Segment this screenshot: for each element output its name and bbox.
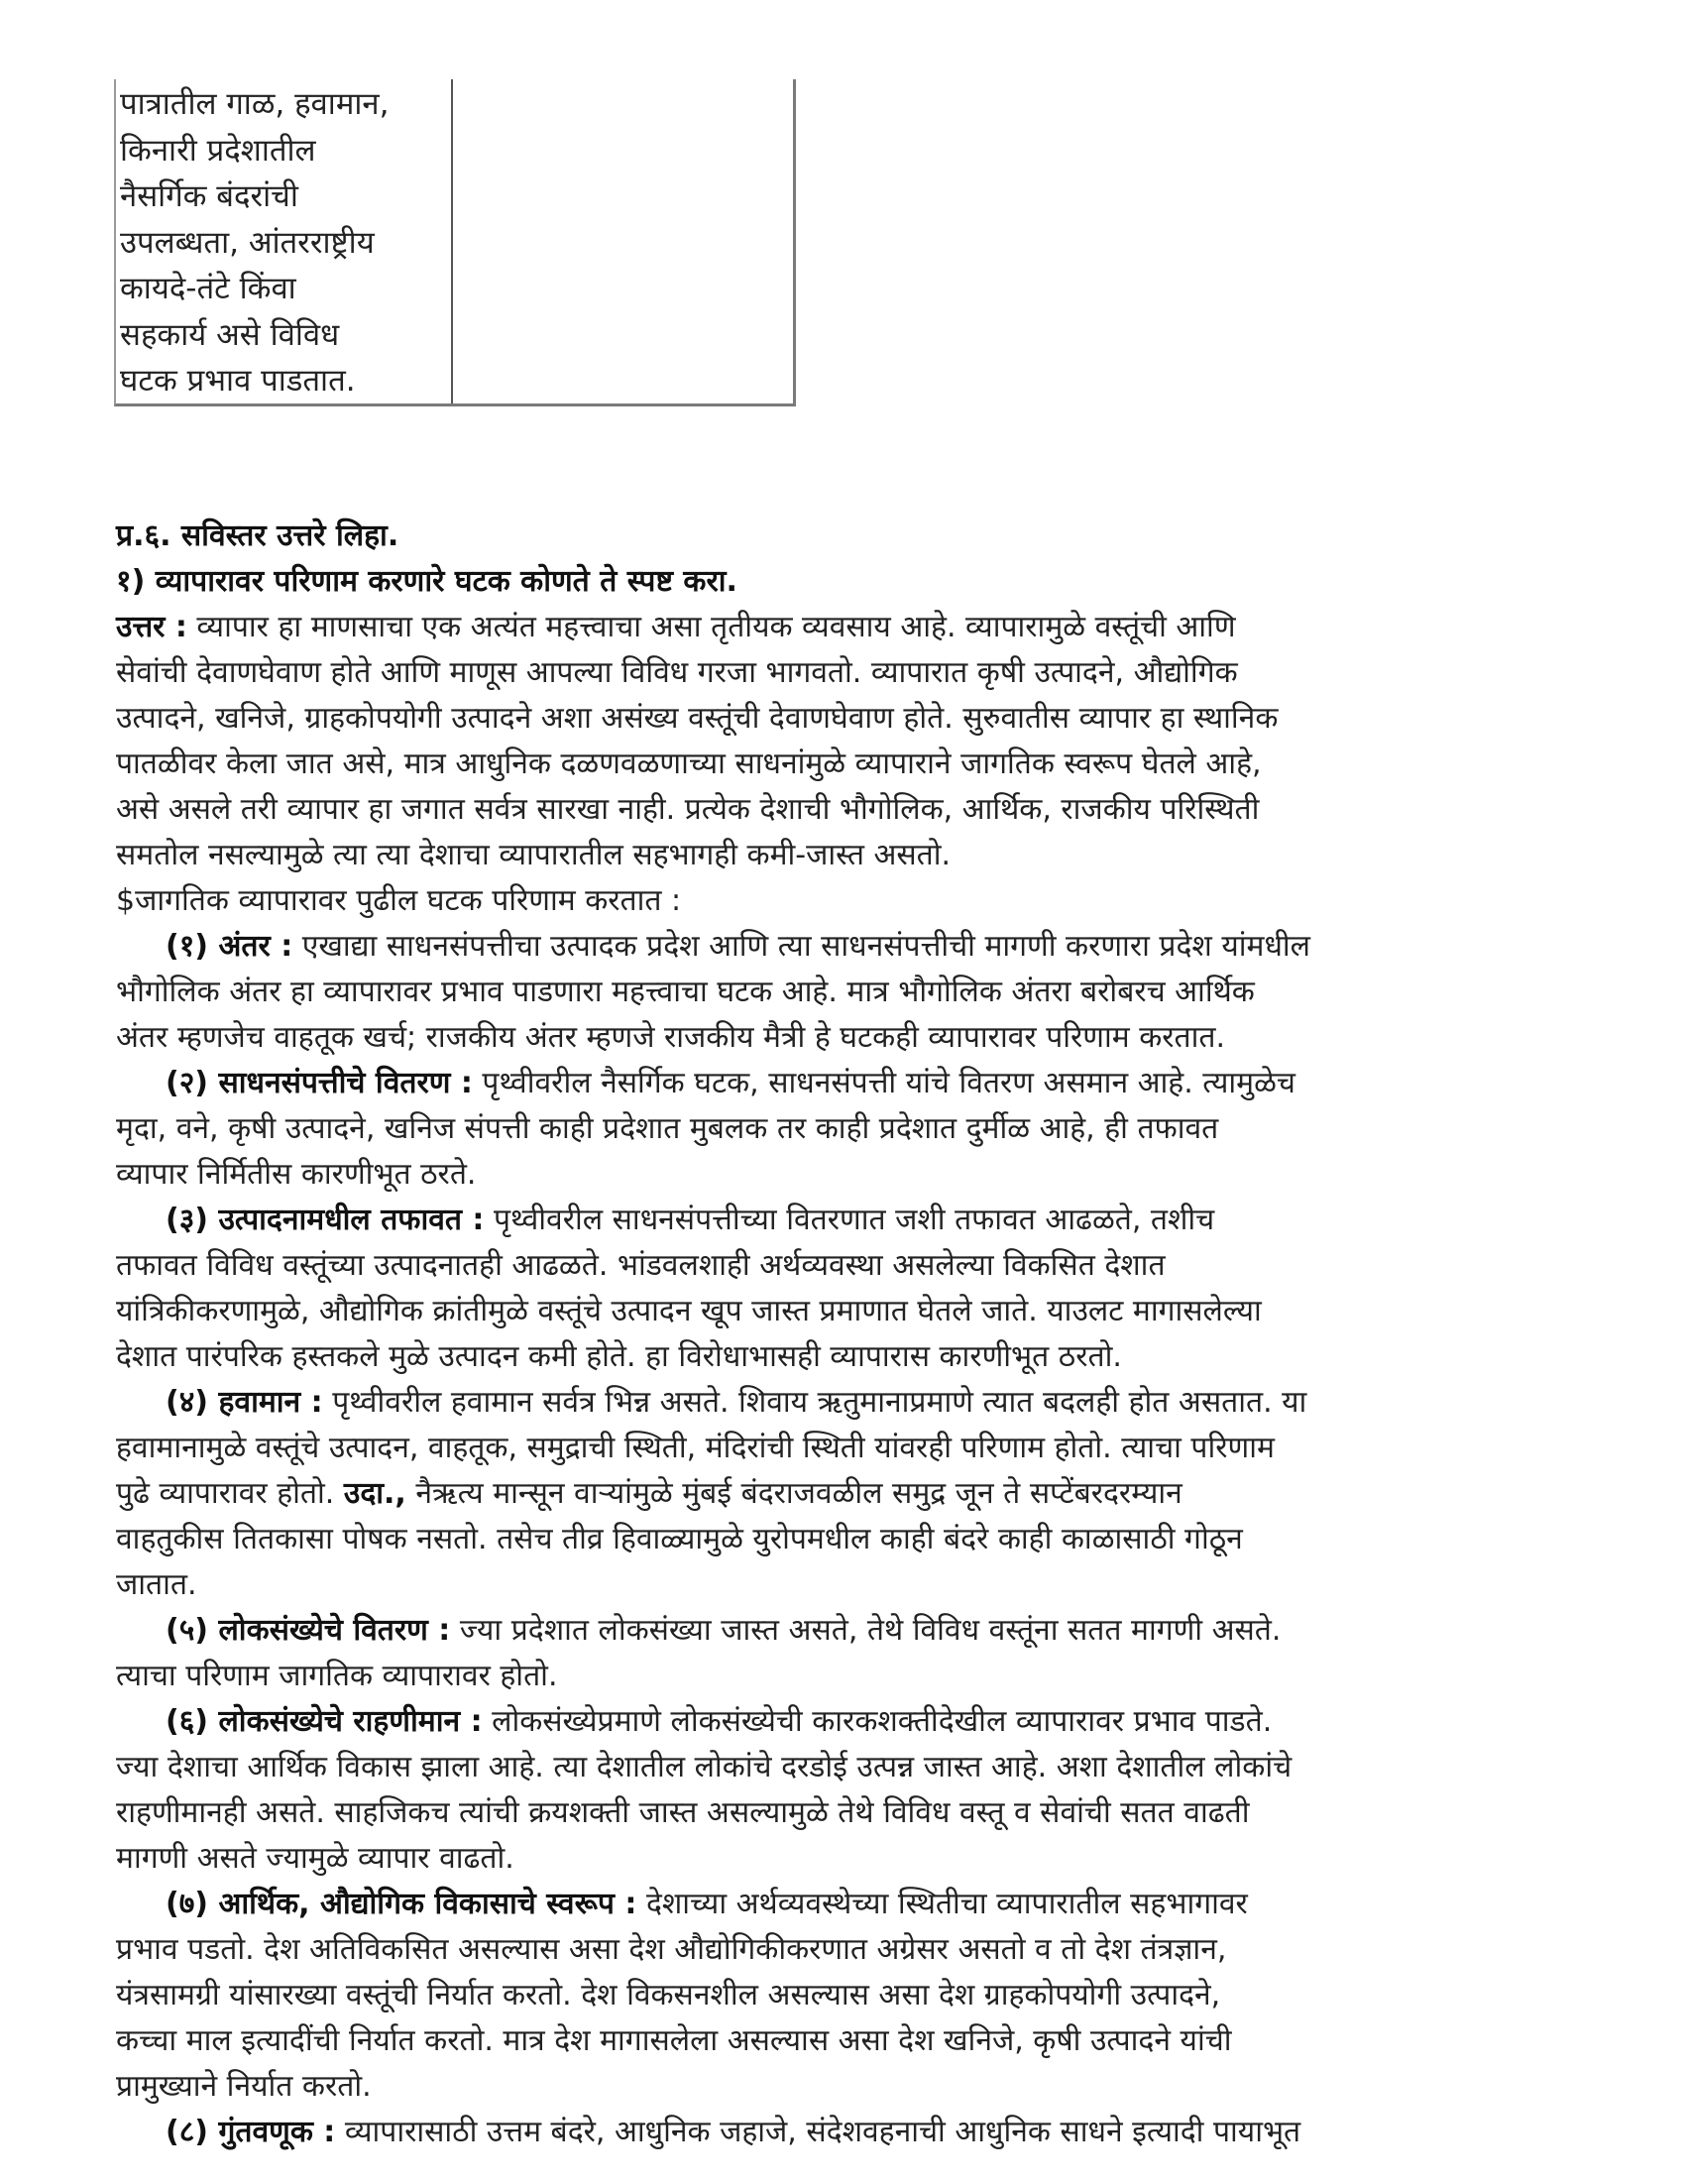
point-text: देशाच्या अर्थव्यवस्थेच्या स्थितीचा व्यापारातील सहभागावर <box>636 1887 1248 1921</box>
intro-line: उत्पादने, खनिजे, ग्राहकोपयोगी उत्पादने अशा असंख्य वस्तूंची देवाणघेवाण होते. सुरुवातीस व्यापार हा स्थानिक <box>116 701 1279 736</box>
point-line <box>116 1471 1578 1517</box>
point-line: ज्या देशाचा आर्थिक विकास झाला आहे. त्या देशातील लोकांचे दरडोई उत्पन्न जास्त आहे. अशा देशातील लोकांचे <box>116 1750 1293 1784</box>
point-text: पुढे व्यापारावर होतो. <box>116 1476 344 1511</box>
point-line <box>116 2110 1578 2155</box>
point-line: प्रभाव पडतो. देश अतिविकसित असल्यास असा देश औद्योगिकीकरणात अग्रेसर असतो व तो देश तंत्रज्ञान, <box>116 1932 1227 1967</box>
point-line: जातात. <box>116 1567 197 1602</box>
point-line: प्रामुख्याने निर्यात करतो. <box>116 2069 372 2104</box>
point-line <box>116 1608 1578 1654</box>
point-line: मृदा, वने, कृषी उत्पादने, खनिज संपत्ती काही प्रदेशात मुबलक तर काही प्रदेशात दुर्मीळ आहे, ही तफावत <box>116 1111 1219 1146</box>
answer-line <box>116 605 1578 650</box>
intro-line: असे असले तरी व्यापार हा जगात सर्वत्र सारखा नाही. प्रत्येक देशाची भौगोलिक, आर्थिक, राजकीय परिस्थिती <box>116 792 1260 827</box>
point-line: हवामानामुळे वस्तूंचे उत्पादन, वाहतूक, समुद्राची स्थिती, मंदिरांची स्थिती यांवरही परिणाम होतो. त्याचा परिणाम <box>116 1431 1275 1465</box>
point-text: नैऋत्य मान्सून वाऱ्यांमुळे मुंबई बंदराजवळील समुद्र जून ते सप्टेंबरदरम्यान <box>405 1476 1182 1511</box>
point-line: तफावत विविध वस्तूंच्या उत्पादनातही आढळते. भांडवलशाही अर्थव्यवस्था असलेल्या विकसित देशात <box>116 1248 1166 1283</box>
table-line: किनारी प्रदेशातील <box>120 132 316 169</box>
table-line: कायदे-तंटे किंवा <box>120 271 296 306</box>
table-line: घटक प्रभाव पाडतात. <box>120 363 356 399</box>
point-line: व्यापार निर्मितीस कारणीभूत ठरते. <box>116 1157 477 1192</box>
point-text: ज्या प्रदेशात लोकसंख्या जास्त असते, तेथे विविध वस्तूंना सतत मागणी असते. <box>450 1613 1282 1648</box>
point-line: मागणी असते ज्यामुळे व्यापार वाढतो. <box>116 1841 514 1876</box>
point-line: भौगोलिक अंतर हा व्यापारावर प्रभाव पाडणारा महत्त्वाचा घटक आहे. मात्र भौगोलिक अंतरा बरोबरच आर्थिक <box>116 975 1255 1009</box>
point-line: देशात पारंपरिक हस्तकले मुळे उत्पादन कमी होते. हा विरोधाभासही व्यापारास कारणीभूत ठरतो. <box>116 1339 1122 1374</box>
point-line: यंत्रसामग्री यांसारख्या वस्तूंची निर्यात करतो. देश विकसनशील असल्यास असा देश ग्राहकोपयोगी उत्पादने, <box>116 1978 1221 2012</box>
point-line <box>116 1380 1578 1426</box>
table-line: उपलब्धता, आंतरराष्ट्रीय <box>120 224 375 261</box>
point-label: (८) गुंतवणूक : <box>166 2115 336 2149</box>
point-text: पृथ्वीवरील हवामान सर्वत्र भिन्न असते. शिवाय ऋतुमानाप्रमाणे त्यात बदलही होत असतात. या <box>322 1385 1307 1420</box>
intro-line: पातळीवर केला जात असे, मात्र आधुनिक दळणवळणाच्या साधनांमुळे व्यापाराने जागतिक स्वरूप घेतले आहे, <box>116 747 1262 781</box>
intro-line: व्यापार हा माणसाचा एक अत्यंत महत्त्वाचा असा तृतीयक व्यवसाय आहे. व्यापारामुळे वस्तूंची आणि <box>186 610 1236 644</box>
point-line: कच्चा माल इत्यादींची निर्यात करतो. मात्र देश मागासलेला असल्यास असा देश खनिजे, कृषी उत्पादने यांची <box>116 2023 1232 2058</box>
point-label: (५) लोकसंख्येचे वितरण : <box>166 1613 451 1648</box>
point-line <box>116 1198 1578 1243</box>
table-cell-empty <box>453 79 793 403</box>
point-label: (४) हवामान : <box>166 1385 323 1420</box>
section-heading: प्र.६. सविस्तर उत्तरे लिहा. <box>116 518 399 553</box>
table-line: सहकार्य असे विविध <box>120 316 340 353</box>
body-text <box>116 514 1578 2155</box>
point-line: त्याचा परिणाम जागतिक व्यापारावर होतो. <box>116 1659 558 1693</box>
point-line: यांत्रिकीकरणामुळे, औद्योगिक क्रांतीमुळे वस्तूंचे उत्पादन खूप जास्त प्रमाणात घेतले जाते. याउलट मागासलेल्या <box>116 1294 1262 1328</box>
intro-line: $जागतिक व्यापारावर पुढील घटक परिणाम करतात : <box>116 883 682 918</box>
point-line <box>116 1882 1578 1927</box>
point-line: अंतर म्हणजेच वाहतूक खर्च; राजकीय अंतर म्हणजे राजकीय मैत्री हे घटकही व्यापारावर परिणाम करतात. <box>116 1020 1226 1055</box>
intro-line: सेवांची देवाणघेवाण होते आणि माणूस आपल्या विविध गरजा भागवतो. व्यापारात कृषी उत्पादने, औद्योगिक <box>116 655 1238 690</box>
point-label: (६) लोकसंख्येचे राहणीमान : <box>166 1704 483 1739</box>
point-label: (२) साधनसंपत्तीचे वितरण : <box>166 1066 473 1100</box>
point-text: एखाद्या साधनसंपत्तीचा उत्पादक प्रदेश आणि त्या साधनसंपत्तीची मागणी करणारा प्रदेश यांमधील <box>292 929 1310 964</box>
answer-label: उत्तर : <box>116 610 187 644</box>
intro-line: समतोल नसल्यामुळे त्या त्या देशाचा व्यापारातील सहभागही कमी-जास्त असतो. <box>116 838 952 872</box>
point-text: पृथ्वीवरील नैसर्गिक घटक, साधनसंपत्ती यांचे वितरण असमान आहे. त्यामुळेच <box>472 1066 1295 1100</box>
point-label: (७) आर्थिक, औद्योगिक विकासाचे स्वरूप : <box>166 1887 637 1921</box>
point-line <box>116 1699 1578 1745</box>
example-label: उदा., <box>343 1476 406 1511</box>
point-label: (१) अंतर : <box>166 929 293 964</box>
point-label: (३) उत्पादनामधील तफावत : <box>166 1203 485 1237</box>
point-text: पृथ्वीवरील साधनसंपत्तीच्या वितरणात जशी तफावत आढळते, तशीच <box>484 1203 1215 1237</box>
point-line: वाहतुकीस तितकासा पोषक नसतो. तसेच तीव्र हिवाळ्यामुळे युरोपमधील काही बंदरे काही काळासाठी गोठून <box>116 1522 1243 1556</box>
point-line <box>116 1061 1578 1106</box>
point-text: लोकसंख्येप्रमाणे लोकसंख्येची कारकशक्तीदेखील व्यापारावर प्रभाव पाडते. <box>482 1704 1273 1739</box>
table-fragment <box>114 79 796 406</box>
point-text: व्यापारासाठी उत्तम बंदरे, आधुनिक जहाजे, संदेशवहनाची आधुनिक साधने इत्यादी पायाभूत <box>335 2115 1301 2149</box>
question-text: १) व्यापारावर परिणाम करणारे घटक कोणते ते स्पष्ट करा. <box>116 564 737 599</box>
point-line: राहणीमानही असते. साहजिकच त्यांची क्रयशक्ती जास्त असल्यामुळे तेथे विविध वस्तू व सेवांची सतत वाढती <box>116 1795 1250 1830</box>
point-line <box>116 924 1578 970</box>
table-line: पात्रातील गाळ, हवामान, <box>120 86 390 122</box>
table-line: नैसर्गिक बंदरांची <box>120 178 298 214</box>
table-cell-text <box>116 79 453 403</box>
